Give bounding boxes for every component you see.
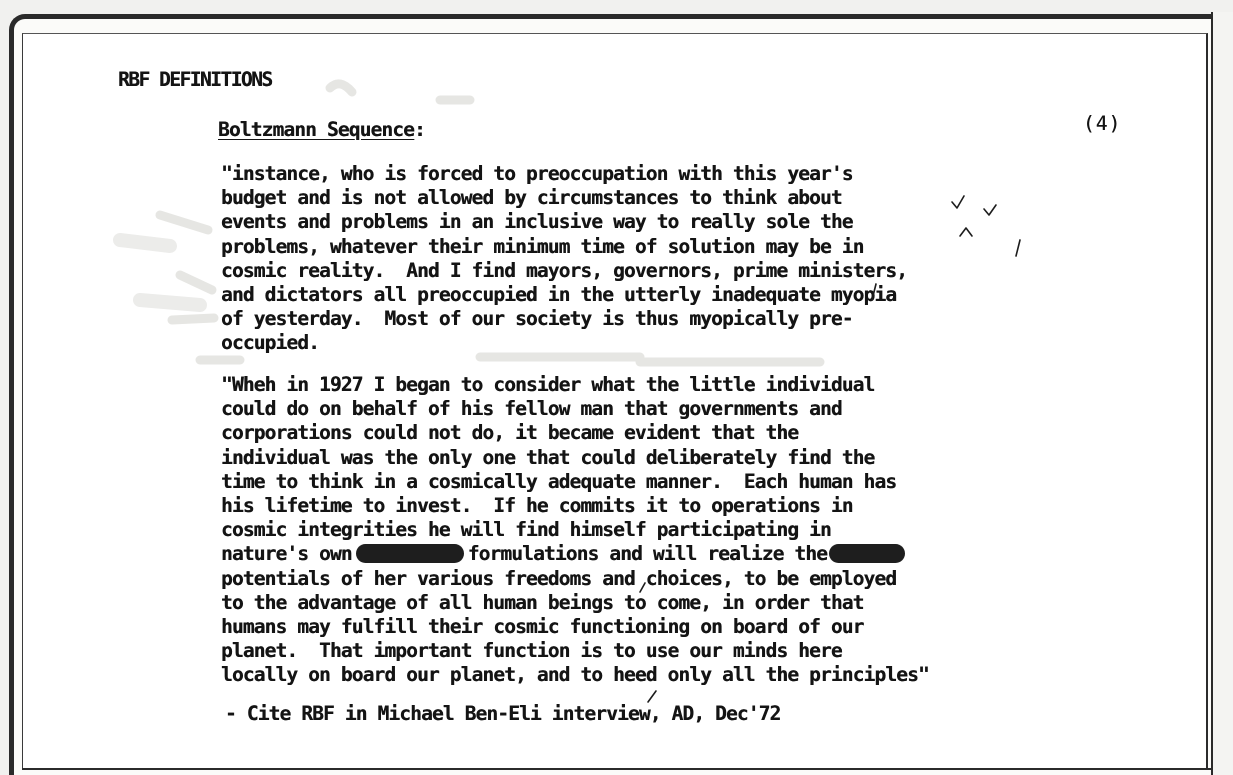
text-line: planet. That important function is to use our minds here: [221, 639, 842, 663]
text-line: events and problems in an inclusive way to really sole the: [221, 210, 853, 234]
citation: - Cite RBF in Michael Ben-Eli interview, AD, Dec'72: [225, 702, 781, 725]
text-line: cosmic integrities he will find himself participating in: [221, 518, 831, 542]
text-line: budget and is not allowed by circumstances to think about: [221, 186, 842, 210]
text-line: potentials of her various freedoms and choices, to be employed: [221, 566, 897, 590]
text-line: and dictators all preoccupied in the utterly inadequate myopia: [221, 282, 897, 306]
text-line: could do on behalf of his fellow man that governments and: [221, 397, 842, 421]
text-line: problems, whatever their minimum time of solution may be in: [221, 234, 864, 258]
quote-paragraph-1: [221, 162, 907, 356]
text-segment: nature's own: [221, 542, 352, 566]
text-line: individual was the only one that could deliberately find the: [221, 445, 875, 469]
text-line: "instance, who is forced to preoccupation with this year's: [221, 162, 853, 185]
text-line: his lifetime to invest. If he commits it to operations in: [221, 493, 853, 517]
quote-paragraph-2: [221, 373, 929, 687]
text-line: "Wheh in 1927 I began to consider what the little individual: [221, 373, 875, 396]
text-line: to the advantage of all human beings to come, in order that: [221, 590, 864, 614]
section-title-colon: :: [414, 118, 425, 141]
text-segment: formulations and will realize the: [467, 542, 828, 566]
redaction-block: [356, 544, 464, 563]
text-line: humans may fulfill their cosmic functioning on board of our: [221, 614, 864, 638]
text-line: of yesterday. Most of our society is thus myopically pre-: [221, 307, 853, 331]
text-line: locally on board our planet, and to heed only all the principles": [221, 663, 929, 687]
bottom-rule: [22, 768, 1212, 770]
redacted-text-line: [221, 542, 929, 566]
right-edge-strip: [1211, 12, 1233, 775]
page-number: (4): [1083, 112, 1122, 135]
text-line: occupied.: [221, 331, 320, 355]
text-line: time to think in a cosmically adequate manner. Each human has: [221, 469, 897, 493]
section-title-text: Boltzmann Sequence: [218, 118, 415, 141]
text-line: corporations could not do, it became evident that the: [221, 421, 799, 445]
document-heading: RBF DEFINITIONS: [118, 68, 272, 91]
redaction-block: [829, 544, 905, 563]
section-title: [218, 118, 425, 141]
text-line: cosmic reality. And I find mayors, governors, prime ministers,: [221, 258, 908, 282]
